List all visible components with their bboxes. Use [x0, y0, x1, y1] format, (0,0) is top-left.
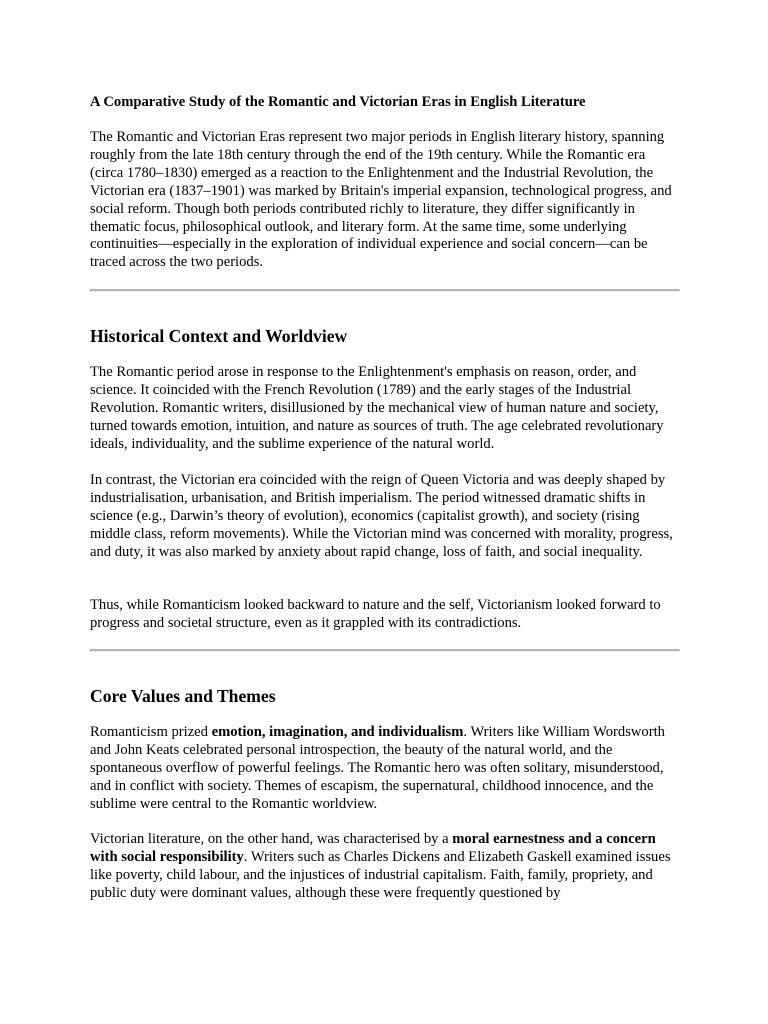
- section-divider: [90, 289, 680, 292]
- section-heading-core-values: Core Values and Themes: [90, 686, 276, 706]
- paragraph-victorian-context: In contrast, the Victorian era coincided with the reign of Queen Victoria and was deeply shaped by industrialisation, urbanisation, and British imperialism. The period witnessed dramatic shifts in science (e.g., Darwin’s theory of evolution), economics (capitalist growth), and society (rising middle class, reform movements). While the Victorian mind was concerned with morality, progress, and duty, it was also marked by anxiety about rapid change, loss of faith, and social inequality.: [90, 472, 673, 560]
- paragraph-romantic-context: The Romantic period arose in response to the Enlightenment's emphasis on reason, order, and science. It coincided with the French Revolution (1789) and the early stages of the Industrial Revolution. Romantic writers, disillusioned by the mechanical view of human nature and society, turned towards emotion, intuition, and nature as sources of truth. The age celebrated revolutionary ideals, individuality, and the sublime experience of the natural world.: [90, 364, 664, 452]
- text-run: . Writers such as Charles Dickens and Elizabeth Gaskell examined issues like poverty, child labour, and the injustices of industrial capitalism. Faith, family, propriety, and public duty were dominant values, although these were frequently questioned by: [90, 848, 671, 901]
- emphasis-text: moral earnestness and a concern with social responsibility: [90, 831, 656, 865]
- emphasis-text: emotion, imagination, and individualism: [211, 724, 464, 740]
- section-heading-historical-context: Historical Context and Worldview: [90, 326, 348, 346]
- paragraph-romantic-values: [90, 724, 680, 814]
- document-title: A Comparative Study of the Romantic and Victorian Eras in English Literature: [90, 94, 586, 110]
- paragraph-victorian-values: [90, 831, 680, 903]
- intro-paragraph: The Romantic and Victorian Eras represent two major periods in English literary history, spanning roughly from the late 18th century through the end of the 19th century. While the Romantic era (circa 1780–1830) emerged as a reaction to the Enlightenment and the Industrial Revolution, the Victorian era (1837–1901) was marked by Britain's imperial expansion, technological progress, and social reform. Though both periods contributed richly to literature, they differ significantly in thematic focus, philosophical outlook, and literary form. At the same time, some underlying continuities—especially in the exploration of individual experience and social concern—can be traced across the two periods.: [90, 129, 672, 271]
- paragraph-context-summary: Thus, while Romanticism looked backward to nature and the self, Victorianism looked forward to progress and societal structure, even as it grappled with its contradictions.: [90, 597, 661, 631]
- section-divider: [90, 649, 680, 652]
- text-run: Victorian literature, on the other hand, was characterised by a: [90, 831, 453, 847]
- text-run: . Writers like William Wordsworth and John Keats celebrated personal introspection, the beauty of the natural world, and the spontaneous overflow of powerful feelings. The Romantic hero was often solitary, misunderstood, and in conflict with society. Themes of escapism, the supernatural, childhood innocence, and the sublime were central to the Romantic worldview.: [90, 724, 665, 812]
- text-run: Romanticism prized: [90, 724, 212, 740]
